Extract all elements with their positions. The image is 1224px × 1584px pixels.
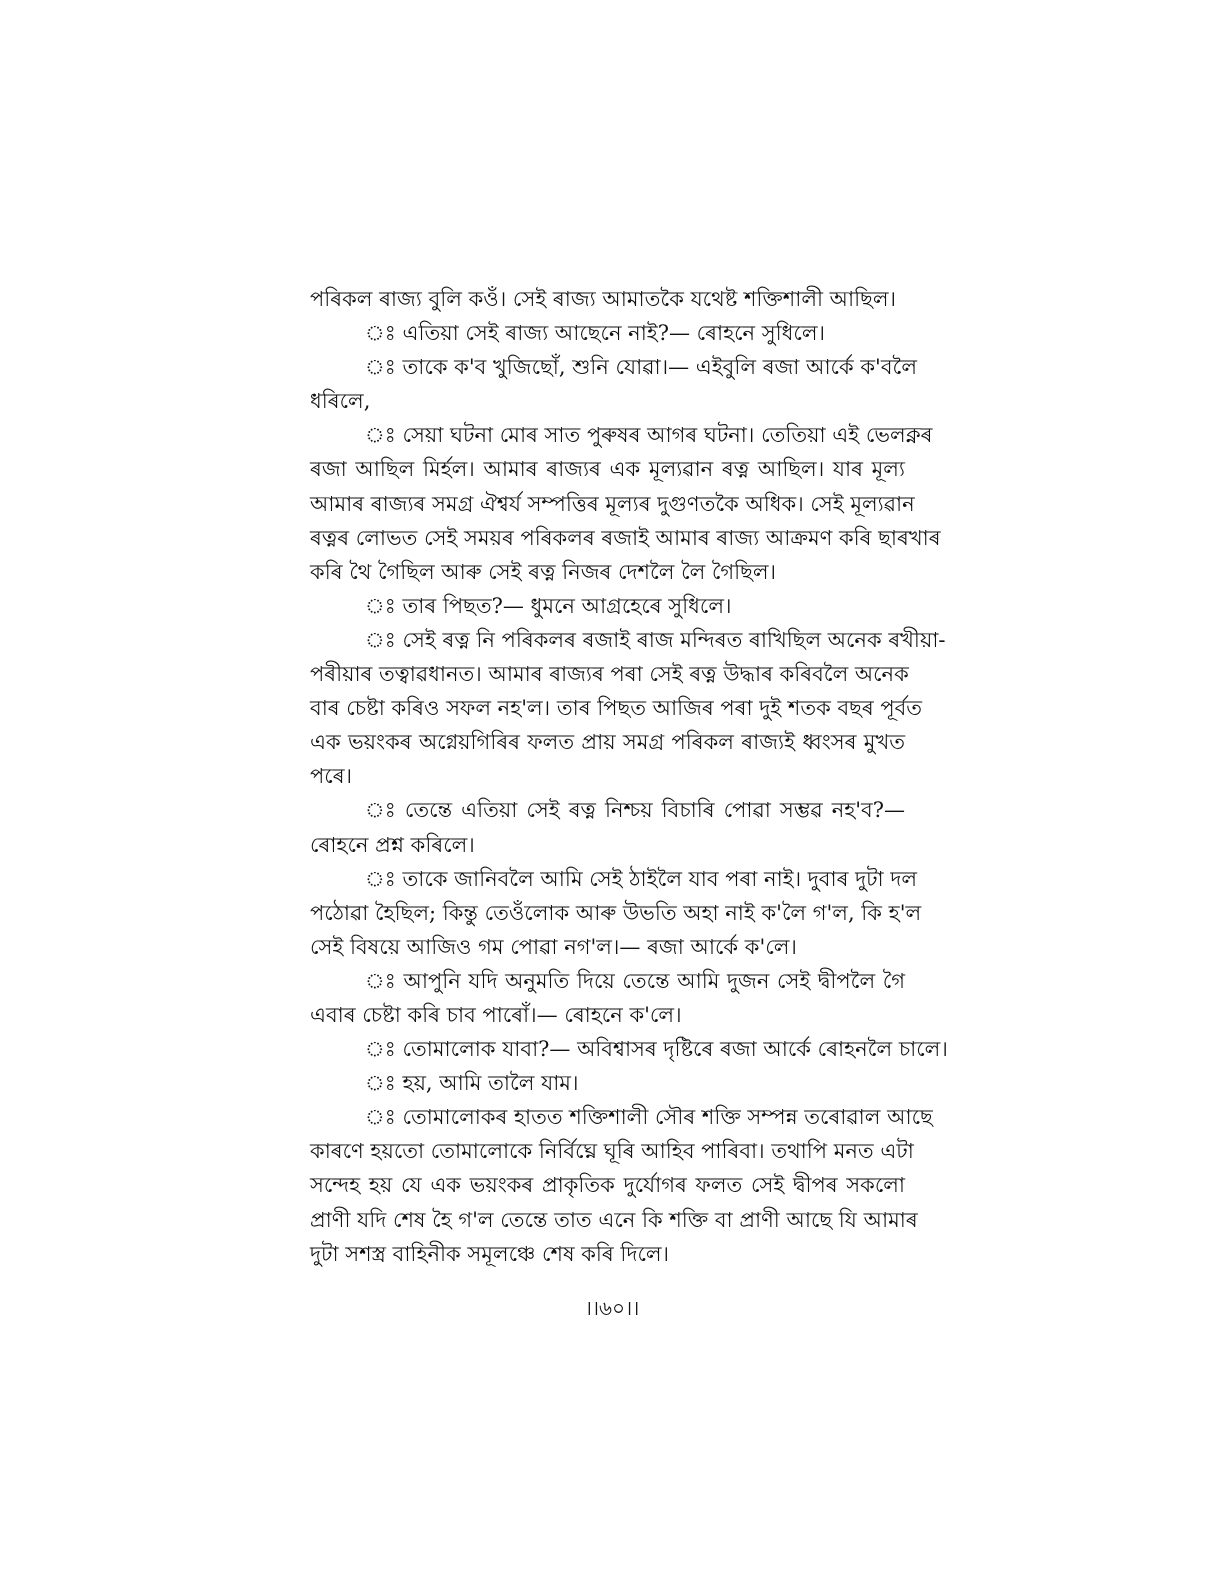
text-line: ঃ আপুনি যদি অনুমতি দিয়ে তেন্তে আমি দুজন সেই দ্বীপলৈ গৈ	[365, 968, 905, 993]
text-line: পৰীয়াৰ তত্বাৱধানত। আমাৰ ৰাজ্যৰ পৰা সেই ৰত্ন উদ্ধাৰ কৰিবলৈ অনেক	[310, 662, 909, 687]
text-line: আমাৰ ৰাজ্যৰ সমগ্ৰ ঐশ্বৰ্য সম্পত্তিৰ মূল্যৰ দুগুণতকৈ অধিক। সেই মূল্যৱান	[310, 491, 915, 516]
paragraph	[310, 316, 905, 350]
paragraph	[310, 1032, 948, 1066]
text-line: ঃ তোমালোকৰ হাতত শক্তিশালী সৌৰ শক্তি সম্পন্ন তৰোৱাল আছে	[365, 1105, 933, 1130]
text-line: ঃ এতিয়া সেই ৰাজ্য আছেনে নাই?— ৰোহনে সুধিলে।	[365, 321, 826, 346]
paragraph	[310, 1066, 905, 1100]
text-line: ধৰিলে,	[310, 389, 371, 414]
page-number: ।।৬০।।	[584, 1296, 640, 1320]
text-line: ঃ তাৰ পিছত?— ধুমনে আগ্ৰহেৰে সুধিলে।	[365, 593, 732, 618]
text-line: প্ৰাণী যদি শেষ হৈ গ'ল তেন্তে তাত এনে কি শক্তি বা প্ৰাণী আছে যি আমাৰ	[310, 1207, 918, 1232]
paragraph	[310, 623, 946, 793]
text-line: ঃ তেন্তে এতিয়া সেই ৰত্ন নিশ্চয় বিচাৰি পোৱা সম্ভৱ নহ'ব?—	[365, 798, 905, 823]
text-line: ঃ তোমালোক যাবা?— অবিশ্বাসৰ দৃষ্টিৰে ৰজা আৰ্কে ৰোহনলৈ চালে।	[365, 1037, 948, 1062]
text-line: ৰত্নৰ লোভত সেই সময়ৰ পৰিকলৰ ৰজাই আমাৰ ৰাজ্য আক্ৰমণ কৰি ছাৰখাৰ	[310, 525, 941, 550]
paragraph	[310, 418, 941, 588]
text-line: ঃ হয়, আমি তালৈ যাম।	[365, 1071, 579, 1096]
paragraph	[310, 862, 922, 964]
paragraph	[310, 282, 905, 316]
text-line: দুটা সশস্ত্ৰ বাহিনীক সমূলঞ্চে শেষ কৰি দিলে।	[310, 1241, 670, 1266]
paragraph	[310, 793, 905, 861]
text-line: পৰে।	[310, 764, 353, 789]
body-text	[310, 282, 948, 1271]
text-line: সেই বিষয়ে আজিও গম পোৱা নগ'ল।— ৰজা আৰ্কে ক'লে।	[310, 934, 797, 959]
paragraph	[310, 964, 905, 1032]
text-line: সন্দেহ হয় যে এক ভয়ংকৰ প্ৰাকৃতিক দুৰ্যোগৰ ফলত সেই দ্বীপৰ সকলো	[310, 1173, 905, 1198]
text-line: কৰি থৈ গৈছিল আৰু সেই ৰত্ন নিজৰ দেশলৈ লৈ গৈছিল।	[310, 559, 777, 584]
paragraph	[310, 1100, 933, 1270]
text-line: ৰজা আছিল মিৰ্হল। আমাৰ ৰাজ্যৰ এক মূল্যৱান ৰত্ন আছিল। যাৰ মূল্য	[310, 457, 905, 482]
text-line: বাৰ চেষ্টা কৰিও সফল নহ'ল। তাৰ পিছত আজিৰ পৰা দুই শতক বছৰ পূৰ্বত	[310, 696, 923, 721]
paragraph	[310, 350, 917, 418]
text-line: কাৰণে হয়তো তোমালোকে নিৰ্বিঘ্নে ঘূৰি আহিব পাৰিবা। তথাপি মনত এটা	[310, 1139, 914, 1164]
text-line: ঃ তাকে ক'ব খুজিছোঁ, শুনি যোৱা।— এইবুলি ৰজা আৰ্কে ক'বলৈ	[365, 355, 917, 380]
text-line: এক ভয়ংকৰ অগ্নেয়গিৰিৰ ফলত প্ৰায় সমগ্ৰ পৰিকল ৰাজ্যই ধ্বংসৰ মুখত	[310, 730, 905, 755]
text-line: ঃ সেই ৰত্ন নি পৰিকলৰ ৰজাই ৰাজ মন্দিৰত ৰাখিছিল অনেক ৰখীয়া-	[365, 627, 946, 652]
text-line: ৰোহনে প্ৰশ্ন কৰিলে।	[310, 832, 475, 857]
text-line: এবাৰ চেষ্টা কৰি চাব পাৰোঁ।— ৰোহনে ক'লে।	[310, 1002, 682, 1027]
text-line: ঃ সেয়া ঘটনা মোৰ সাত পুৰুষৰ আগৰ ঘটনা। তেতিয়া এই ভেলক্নৰ	[365, 423, 933, 448]
text-line: পৰিকল ৰাজ্য বুলি কওঁ। সেই ৰাজ্য আমাতকৈ যথেষ্ট শক্তিশালী আছিল।	[310, 287, 897, 311]
text-line: ঃ তাকে জানিবলৈ আমি সেই ঠাইলৈ যাব পৰা নাই। দুবাৰ দুটা দল	[365, 866, 918, 891]
text-line: পঠোৱা হৈছিল; কিন্তু তেওঁলোক আৰু উভতি অহা নাই ক'লৈ গ'ল, কি হ'ল	[310, 900, 922, 925]
paragraph	[310, 589, 905, 623]
